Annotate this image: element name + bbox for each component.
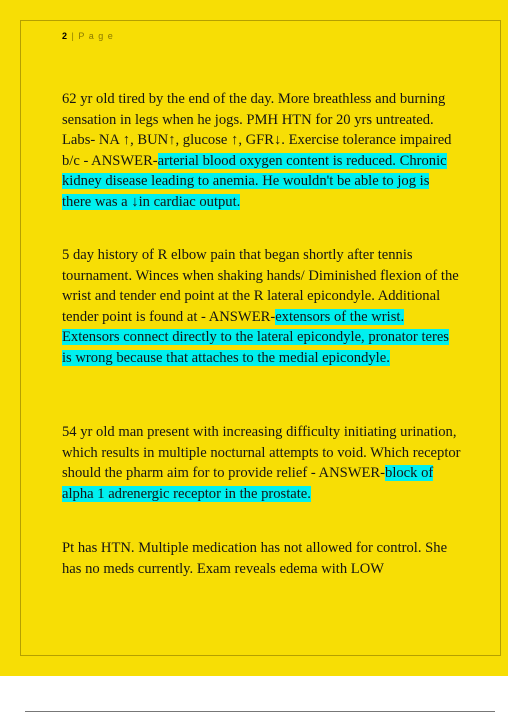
question-text: Pt has HTN. Multiple medication has not allowed for control. She has no meds currently. Exam reveals edema with LOW [62, 540, 448, 577]
answer-highlight: extensors of the wrist. Extensors connect directly to the lateral epicondyle, pronator teres is wrong because that attaches to the medial epicondyle. [62, 308, 449, 366]
header-separator: | [68, 31, 79, 41]
question-paragraph-4 [62, 538, 462, 579]
question-paragraph-2 [62, 245, 462, 369]
answer-highlight: block of alpha 1 adrenergic receptor in the prostate. [62, 465, 434, 502]
question-text: 54 yr old man present with increasing difficulty initiating urination, which results in multiple nocturnal attempts to void. Which receptor should the pharm aim for to provide relief - ANSWER- [62, 424, 461, 482]
question-text: 5 day history of R elbow pain that began shortly after tennis tournament. Winces when shaking hands/ Diminished flexion of the wrist and tender end point at the R lateral epicondyle. Additional tender point is found at - ANSWER- [62, 247, 459, 325]
page-word: P a g e [78, 31, 114, 41]
bottom-divider [25, 711, 495, 712]
answer-highlight: arterial blood oxygen content is reduced. Chronic kidney disease leading to anemia. He wouldn't be able to jog is there was a ↓in cardiac output. [62, 152, 447, 210]
question-paragraph-3 [62, 422, 462, 504]
page-header [62, 31, 114, 41]
question-text: 62 yr old tired by the end of the day. More breathless and burning sensation in legs when he jogs. PMH HTN for 20 yrs untreated. Labs- NA ↑, BUN↑, glucose ↑, GFR↓. Exercise tolerance impaired b/c - ANSWER- [62, 91, 452, 169]
question-paragraph-1 [62, 89, 462, 213]
page-number: 2 [62, 31, 69, 41]
